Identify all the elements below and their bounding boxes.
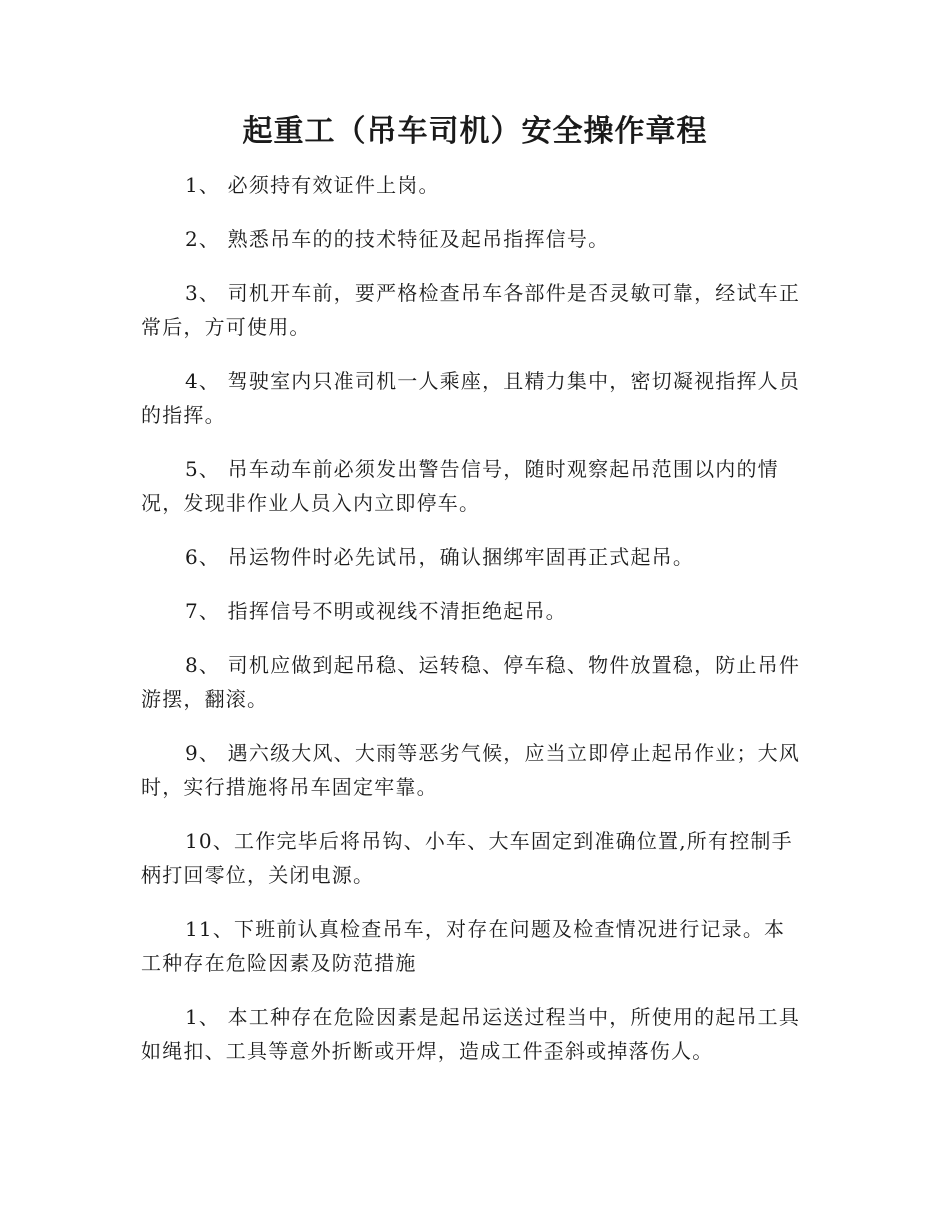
paragraph-7: 7、 指挥信号不明或视线不清拒绝起吊。 xyxy=(185,599,567,623)
paragraph-1: 1、 必须持有效证件上岗。 xyxy=(185,173,440,197)
paragraph-4: 4、 驾驶室内只准司机一人乘座，且精力集中，密切凝视指挥人员的指挥。 xyxy=(141,369,801,427)
paragraph-9: 9、 遇六级大风、大雨等恶劣气候，应当立即停止起吊作业；大风时，实行措施将吊车固定牢靠。 xyxy=(141,741,801,799)
paragraph-11: 11、下班前认真检查吊车，对存在问题及检查情况进行记录。本工种存在危险因素及防范措施 xyxy=(141,917,786,975)
paragraph-5: 5、 吊车动车前必须发出警告信号，随时观察起吊范围以内的情况，发现非作业人员入内立即停车。 xyxy=(141,457,779,515)
document-body xyxy=(141,168,805,1088)
paragraph-12: 1、 本工种存在危险因素是起吊运送过程当中，所使用的起吊工具如绳扣、工具等意外折断或开焊，造成工件歪斜或掉落伤人。 xyxy=(141,1005,801,1063)
paragraph-10: 10、工作完毕后将吊钩、小车、大车固定到准确位置,所有控制手柄打回零位，关闭电源。 xyxy=(141,829,793,887)
paragraph-6: 6、 吊运物件时必先试吊，确认捆绑牢固再正式起吊。 xyxy=(185,545,695,569)
document-title: 起重工（吊车司机）安全操作章程 xyxy=(242,114,708,149)
paragraph-3: 3、 司机开车前，要严格检查吊车各部件是否灵敏可靠，经试车正常后，方可使用。 xyxy=(141,281,801,339)
paragraph-2: 2、 熟悉吊车的的技术特征及起吊指挥信号。 xyxy=(185,227,610,251)
paragraph-8: 8、 司机应做到起吊稳、运转稳、停车稳、物件放置稳，防止吊件游摆，翻滚。 xyxy=(141,653,801,711)
